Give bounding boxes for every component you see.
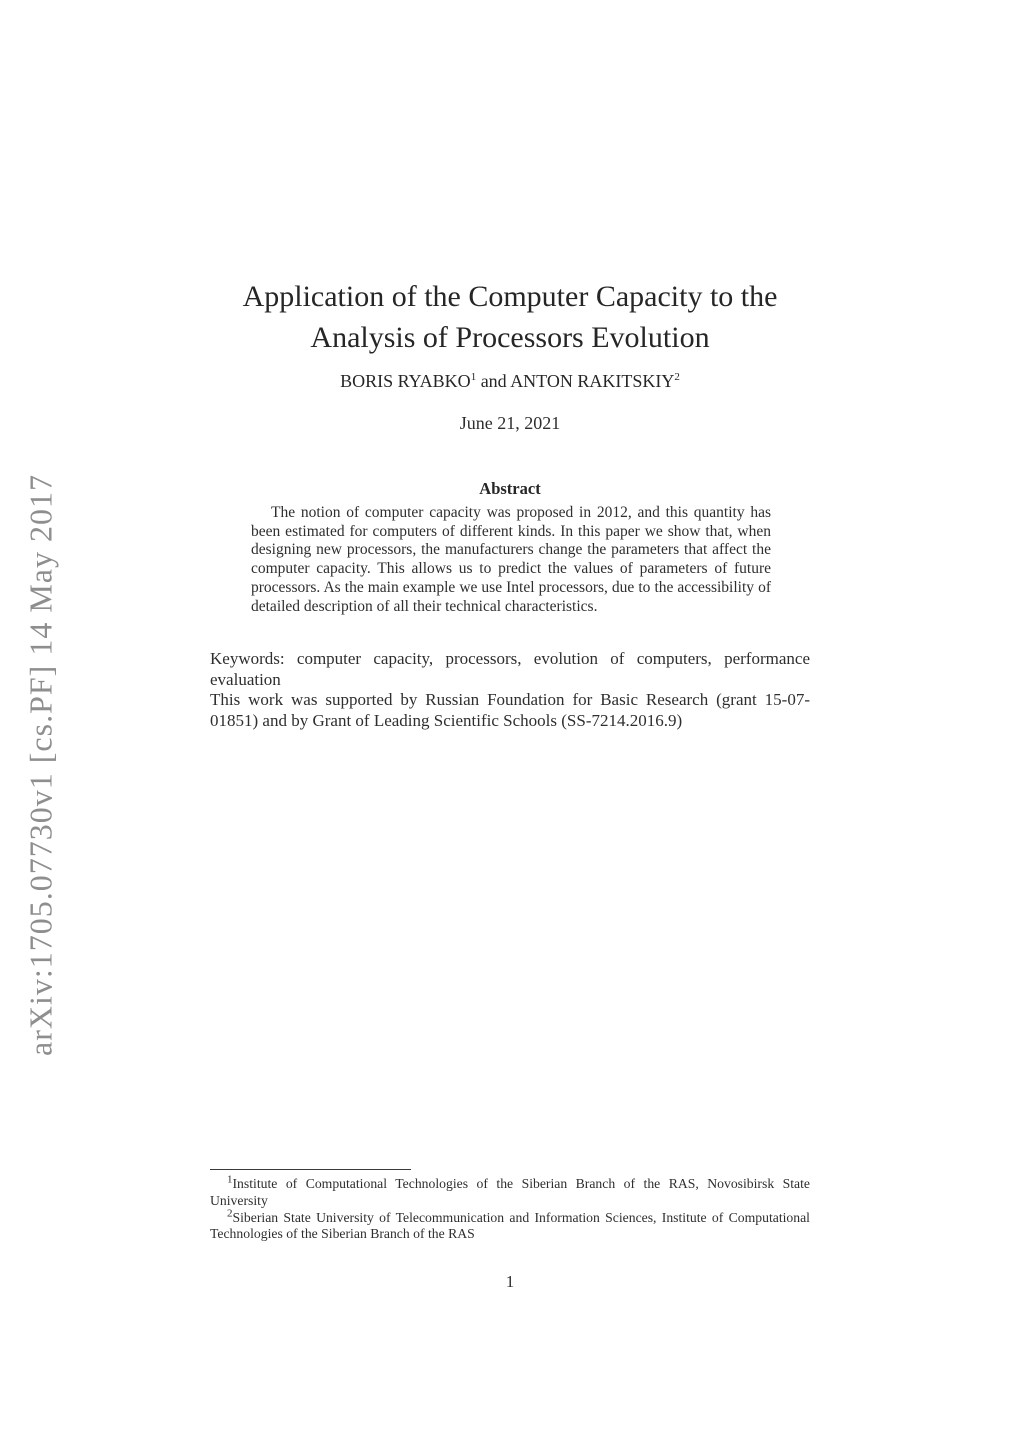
footnotes-block bbox=[210, 1173, 810, 1243]
authors-line bbox=[0, 371, 1020, 392]
footnote-2-marker: 2 bbox=[227, 1207, 233, 1220]
footnote-1 bbox=[210, 1173, 810, 1210]
author-2-affiliation-mark: 2 bbox=[674, 371, 680, 383]
footnote-2-text: Siberian State University of Telecommunication and Information Sciences, Institute of Computational Technologies of the Siberian Branch of the RAS bbox=[210, 1209, 810, 1242]
author-1-affiliation-mark: 1 bbox=[470, 371, 477, 383]
keywords-block bbox=[210, 649, 810, 731]
paper-title-line-2: Analysis of Processors Evolution bbox=[310, 321, 710, 354]
arxiv-watermark: arXiv:1705.07730v1 [cs.PF] 14 May 2017 bbox=[22, 474, 59, 1056]
paper-title bbox=[0, 276, 1020, 358]
page-number: 1 bbox=[505, 1272, 515, 1291]
footnote-rule bbox=[210, 1169, 411, 1170]
paper-date: June 21, 2021 bbox=[459, 413, 561, 433]
footnote-2 bbox=[210, 1207, 810, 1244]
keywords-line: Keywords: computer capacity, processors, evolution of computers, performance evaluation bbox=[210, 649, 810, 689]
footnote-1-text: Institute of Computational Technologies of the Siberian Branch of the RAS, Novosibirsk State University bbox=[210, 1176, 810, 1208]
authors-conjunction: and bbox=[476, 371, 511, 391]
abstract-heading: Abstract bbox=[479, 479, 541, 498]
footnote-1-marker: 1 bbox=[227, 1173, 233, 1186]
author-1-name: BORIS RYABKO bbox=[340, 371, 471, 391]
funding-line: This work was supported by Russian Foundation for Basic Research (grant 15-07-01851) and by Grant of Leading Scientific Schools (SS-7214.2016.9) bbox=[210, 690, 810, 730]
paper-title-line-1: Application of the Computer Capacity to the bbox=[242, 280, 778, 313]
abstract-text: The notion of computer capacity was proposed in 2012, and this quantity has been estimated for computers of different kinds. In this paper we show that, when designing new processors, the manufacturers change the parameters that affect the computer capacity. This allows us to predict the values of parameters of future processors. As the main example we use Intel processors, due to the accessibility of detailed description of all their technical characteristics. bbox=[251, 504, 771, 615]
author-2-name: ANTON RAKITSKIY bbox=[510, 371, 675, 391]
